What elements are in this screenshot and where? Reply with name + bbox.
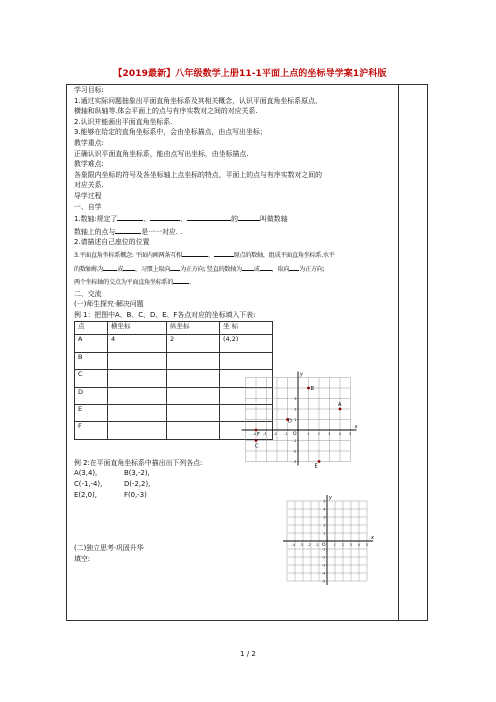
blank[interactable] <box>103 262 117 271</box>
key-text: 正确认识平面直角坐标系，能由点写出坐标，由坐标描点. <box>74 149 249 158</box>
x-tick-label: 5 <box>365 543 368 547</box>
y-tick-label: -3 <box>293 459 297 464</box>
table-cell: C <box>75 370 108 387</box>
table-cell[interactable] <box>167 405 220 422</box>
question-3a: 3.平面直角坐标系概念: 平面内画两条互相 、 原点的数轴，组成平面直角坐标系.水平 <box>74 248 394 262</box>
x-tick-label: -2 <box>273 432 277 436</box>
example-2-line-1: A(3,4), B(3,-2), <box>74 469 150 478</box>
table-cell[interactable] <box>108 370 167 387</box>
difficulty-heading: 教学难点: <box>74 160 104 169</box>
table-header-cell: 横坐标 <box>108 322 167 335</box>
y-tick-label: 3 <box>323 515 326 520</box>
x-tick-label: -4 <box>252 432 256 436</box>
blank[interactable] <box>123 262 135 271</box>
y-tick-label: 1 <box>323 531 326 536</box>
question-2: 2.请描述自己座位的位置 <box>74 238 150 247</box>
point-label-f: F <box>257 432 260 438</box>
y-axis-label: y <box>329 495 332 501</box>
part-2-heading: 二、交流 <box>74 289 102 298</box>
question-1b: 数轴上的点与 是一一对应. . <box>74 225 394 238</box>
origin-label: O <box>293 432 297 437</box>
point-label-a: A <box>338 402 342 408</box>
blank[interactable] <box>150 212 180 221</box>
table-cell: F <box>75 422 108 439</box>
y-tick-label: -2 <box>322 555 326 560</box>
example-2-line-3: E(2,0), F(0,-3) <box>74 490 147 499</box>
x-tick-label: 4 <box>338 432 341 436</box>
table-cell: 2 <box>167 335 220 352</box>
key-heading: 教学重点: <box>74 138 104 147</box>
x-tick-label: -3 <box>263 432 267 436</box>
subsection-1: (一)师生探究·解决问题 <box>74 300 144 309</box>
y-tick-label: -1 <box>322 547 326 552</box>
point-label-d: D <box>288 418 292 425</box>
document-title: 【2019最新】八年级数学上册11-1平面上点的坐标导学案1沪科版 <box>113 69 387 79</box>
x-tick-label: 4 <box>357 543 360 547</box>
point-c <box>255 439 258 442</box>
blank[interactable] <box>170 262 180 271</box>
page-number: 1 / 2 <box>240 650 256 658</box>
objective-1b: 横轴和纵轴等.体会平面上的点与有序实数对之间的对应关系. <box>74 107 258 116</box>
x-tick-label: 1 <box>333 543 336 547</box>
table-cell[interactable] <box>167 422 220 439</box>
part-1-heading: 一、自学 <box>74 202 102 211</box>
y-axis-label: y <box>300 371 303 378</box>
table-header-row <box>75 322 273 335</box>
table-cell[interactable] <box>220 352 273 369</box>
blank[interactable] <box>182 248 208 257</box>
y-tick-label: -4 <box>322 571 326 576</box>
example-2-intro: 例 2:在平面直角坐标系中描出出下列各点: <box>74 458 203 467</box>
y-tick-label: -3 <box>322 563 326 568</box>
y-tick-label: 4 <box>323 507 326 512</box>
x-axis-label: x <box>371 535 374 541</box>
blank[interactable] <box>260 262 272 271</box>
table-cell: (4,2) <box>220 335 273 352</box>
table-row <box>75 352 273 369</box>
table-header-cell: 坐 标 <box>220 322 273 335</box>
x-tick-label: 1 <box>307 432 310 436</box>
y-tick-label: 2 <box>294 407 297 412</box>
objective-1a: 1.通过实际问题抽象出平面直角坐标系及其相关概念，认识平面直角坐标系原点、 <box>74 96 322 105</box>
frame-divider <box>398 85 399 620</box>
point-b <box>307 387 310 390</box>
blank[interactable] <box>117 212 143 221</box>
blank[interactable] <box>187 212 231 221</box>
table-cell[interactable] <box>108 405 167 422</box>
question-3c: 两个坐标轴的交点为平面直角坐标系的 . <box>74 275 394 289</box>
y-tick-label: -2 <box>293 449 297 454</box>
blank[interactable] <box>242 262 254 271</box>
objectives-heading: 学习目标: <box>74 86 104 94</box>
blank[interactable] <box>214 248 234 257</box>
point-e <box>318 460 321 463</box>
origin-label: O <box>322 543 326 548</box>
difficulty-text-b: 对应关系. <box>74 181 104 190</box>
example-2-line-2: C(-1,-4), D(-2,2), <box>74 480 151 488</box>
y-tick-label: 2 <box>323 523 326 528</box>
y-tick-label: 3 <box>294 396 297 401</box>
coordinate-grid-example-2 <box>285 495 383 596</box>
x-tick-label: 2 <box>317 432 320 436</box>
y-tick-label: 5 <box>323 499 326 504</box>
point-label-c: C <box>255 443 259 450</box>
fill-blank-label: 填空: <box>74 554 91 563</box>
x-tick-label: 3 <box>328 432 331 436</box>
objective-3: 3.能够在给定的直角坐标系中，会由坐标描点，由点写出坐标； <box>74 128 267 137</box>
table-header-cell: 纵坐标 <box>167 322 220 335</box>
blank[interactable] <box>173 275 189 284</box>
x-tick-label: -1 <box>284 432 288 436</box>
difficulty-text-a: 各象限内坐标的符号及各坐标轴上点坐标的特点，平面上的点与有序实数对之间的 <box>74 170 323 179</box>
table-cell[interactable] <box>167 387 220 404</box>
y-tick-label: -5 <box>322 579 326 584</box>
table-cell[interactable] <box>108 422 167 439</box>
point-label-b: B <box>310 386 314 392</box>
x-tick-label: -4 <box>291 543 295 547</box>
table-cell: D <box>75 387 108 404</box>
table-cell: 4 <box>108 335 167 352</box>
x-tick-label: -3 <box>299 543 303 547</box>
table-cell[interactable] <box>167 352 220 369</box>
x-tick-label: 2 <box>341 543 344 547</box>
blank[interactable] <box>115 225 141 234</box>
process-heading: 导学过程 <box>74 191 102 200</box>
y-tick-label: -1 <box>293 438 297 443</box>
x-axis-label: x <box>354 424 358 430</box>
table-header-cell: 点 <box>75 322 108 335</box>
example-1: 例 1：把图中A、B、C、D、E、F各点对应的坐标填入下表: <box>74 310 256 319</box>
x-tick-label: -2 <box>307 543 311 547</box>
blank[interactable] <box>238 212 260 221</box>
table-cell: E <box>75 405 108 422</box>
point-label-e: E <box>314 463 318 470</box>
x-tick-label: 5 <box>349 432 352 436</box>
x-tick-label: -1 <box>315 543 319 547</box>
table-row <box>75 370 273 387</box>
coordinate-grid-example-1 <box>241 371 361 493</box>
table-cell[interactable] <box>220 370 273 387</box>
x-tick-label: 3 <box>349 543 352 547</box>
table-cell[interactable] <box>108 352 167 369</box>
question-3b: 的数轴称为 或 ，习惯上取向 为正方向; 竖直的数轴为 或 ，取向 为正方向; <box>74 262 394 276</box>
subsection-2: (二)独立思考·巩固升华 <box>74 544 144 553</box>
table-cell[interactable] <box>167 370 220 387</box>
table-row <box>75 335 273 352</box>
table-cell: B <box>75 352 108 369</box>
point-a <box>339 408 342 411</box>
question-1: 1.数轴:规定了 、 、 的 叫做数轴 <box>74 212 394 225</box>
blank[interactable] <box>289 262 299 271</box>
table-cell: A <box>75 335 108 352</box>
y-tick-label: 1 <box>294 417 297 422</box>
table-cell[interactable] <box>108 387 167 404</box>
objective-2: 2.认识并能画出平面直角坐标系. <box>74 117 173 126</box>
point-f <box>255 429 258 432</box>
